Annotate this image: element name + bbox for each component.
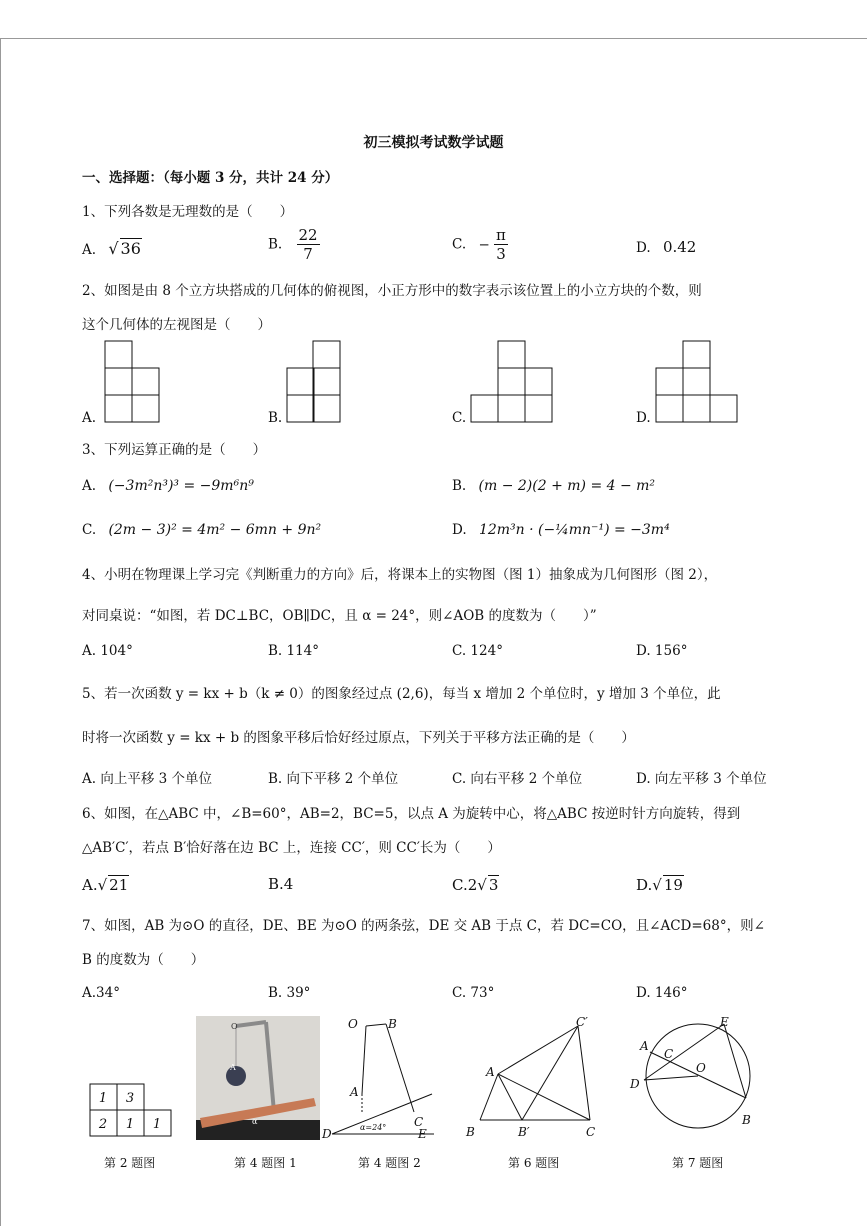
q1-d-label: D. [636,240,651,256]
fig4-label-a: A [350,1085,359,1099]
fig4-label-e: E [418,1127,427,1141]
fig6-label-b-prime: B′ [518,1125,530,1139]
q6-c-radicand: 3 [488,876,499,894]
q3-option-c [82,522,321,538]
q7-option-c: C. 73° [452,985,495,1001]
q6-d-label: D. [636,876,653,894]
q6-a-label: A. [82,876,98,894]
q6-triangle-figure [460,1016,602,1142]
q2-option-a-label: A. [82,410,97,426]
section-heading: 一、选择题：（每小题 3 分，共计 24 分） [82,170,339,186]
caption-fig4-2: 第 4 题图 2 [358,1156,421,1170]
caption-fig2: 第 2 题图 [104,1156,156,1170]
fig4-label-o: O [348,1017,358,1031]
q3-stem: 3、下列运算正确的是（ ） [82,442,267,458]
q1-c-sign: − [478,236,490,253]
q4-option-d: D. 156° [636,643,688,659]
fig6-label-c: C [586,1125,596,1139]
fig7-label-c: C [664,1047,674,1061]
q1-b-numerator: 22 [298,226,318,244]
grid-number: 1 [152,1117,162,1132]
q6-b-value: 4 [283,875,294,893]
q2-option-c-label: C. [452,410,467,426]
fig6-label-a: A [486,1065,495,1079]
q5-stem-line2: 时将一次函数 y = kx + b 的图象平移后恰好经过原点，下列关于平移方法正确的是（ ） [82,730,635,746]
grid-number: 1 [125,1117,135,1132]
q6-option-d: D.√ 19 [636,876,683,894]
q2-option-d-label: D. [636,410,651,426]
q4-option-c: C. 124° [452,643,503,659]
grid-number: 3 [125,1091,135,1106]
q7-circle-figure [626,1012,766,1142]
photo-label-a: A [230,1063,236,1072]
q4-option-b: B. 114° [268,643,320,659]
q1-c-numerator: π [496,226,506,244]
q4-stem-line1: 4、小明在物理课上学习完《判断重力的方向》后，将课本上的实物图（图 1）抽象成为几何图形（图 2）， [82,567,718,583]
q1-a-math: √ 36 [108,239,141,258]
q7-option-b: B. 39° [268,985,311,1001]
q2-option-b-label: B. [268,410,283,426]
q3-option-a [82,478,254,494]
q3-option-b [452,478,655,494]
q6-c-coefficient: 2 [467,876,478,894]
caption-fig6: 第 6 题图 [508,1156,560,1170]
q6-option-a: A.√ 21 [82,876,129,894]
fig4-label-angle: α=24° [360,1123,387,1132]
fig7-label-d: D [630,1077,640,1091]
q4-option-a: A. 104° [82,643,133,659]
q1-c-label: C. [452,236,467,253]
q4-stem-line2: 对同桌说：“如图，若 DC⊥BC，OB∥DC，且 α = 24°，则∠AOB 的度数为（ ）” [82,608,597,624]
q5-option-b: B. 向下平移 2 个单位 [268,771,399,787]
fig4-label-b: B [388,1017,397,1031]
q7-option-d: D. 146° [636,985,688,1001]
q5-option-d: D. 向左平移 3 个单位 [636,771,767,787]
q7-option-a: A.34° [82,985,120,1001]
fig6-label-b: B [466,1125,475,1139]
caption-fig4-1: 第 4 题图 1 [234,1156,297,1170]
q6-a-radicand: 21 [109,876,129,894]
q6-stem-line2: △AB′C′，若点 B′恰好落在边 BC 上，连接 CC′，则 CC′长为（ ） [82,840,501,856]
q6-stem-line1: 6、如图，在△ABC 中，∠B=60°，AB=2，BC=5，以点 A 为旋转中心，将△ABC 按逆时针方向旋转，得到 [82,806,741,822]
q1-b-denominator: 7 [303,245,313,263]
fig7-label-e: E [720,1015,729,1029]
q1-d-value: 0.42 [662,238,697,256]
fig6-label-c-prime: C′ [576,1015,588,1029]
q6-c-label: C. [452,876,468,894]
q4-physical-photo [196,1016,320,1140]
q5-option-a: A. 向上平移 3 个单位 [82,771,213,787]
q1-a-radicand: 36 [120,239,141,258]
q2-top-view-figure [88,1082,178,1142]
fig7-label-a: A [640,1039,649,1053]
q1-a-label: A. [82,242,97,258]
q3-a-expression: (−3m²n³)³ = −9m⁶n⁹ [108,478,254,494]
fig7-label-b: B [742,1113,751,1127]
q2-stem-line2: 这个几何体的左视图是（ ） [82,317,271,333]
q3-d-label: D. [452,522,467,538]
fig4-label-c: C [414,1115,424,1129]
grid-number: 2 [98,1117,108,1132]
q6-option-c: C.2√ 3 [452,876,499,894]
q1-b-label: B. [268,236,283,253]
grid-number: 1 [98,1091,108,1106]
page-title: 初三模拟考试数学试题 [363,135,504,151]
q4-geometry-figure [322,1012,440,1142]
q5-stem-line1: 5、若一次函数 y = kx + b（k ≠ 0）的图象经过点 (2,6)，每当 x 增加 2 个单位时，y 增加 3 个单位，此 [82,686,721,702]
q2-option-figures [0,0,867,430]
q1-stem: 1、下列各数是无理数的是（ ） [82,204,294,220]
fig7-label-o: O [696,1061,706,1075]
q5-option-c: C. 向右平移 2 个单位 [452,771,583,787]
q3-b-label: B. [452,478,467,494]
q7-stem-line2: B 的度数为（ ） [82,952,205,968]
photo-label-o: O [231,1022,238,1031]
q3-c-expression: (2m − 3)² = 4m² − 6mn + 9n² [108,522,322,538]
q3-a-label: A. [82,478,97,494]
q3-c-label: C. [82,522,97,538]
q3-d-expression: 12m³n · (−¼mn⁻¹) = −3m⁴ [478,522,670,538]
caption-fig7: 第 7 题图 [672,1156,724,1170]
q3-b-expression: (m − 2)(2 + m) = 4 − m² [478,478,656,494]
q2-stem-line1: 2、如图是由 8 个立方块搭成的几何体的俯视图，小正方形中的数字表示该位置上的小立方块的个数，则 [82,283,702,299]
fig4-label-d: D [322,1127,332,1141]
q1-c-denominator: 3 [496,245,506,263]
q6-b-label: B. [268,875,284,893]
q6-d-radicand: 19 [663,876,683,894]
q7-stem-line1: 7、如图，AB 为⊙O 的直径，DE、BE 为⊙O 的两条弦，DE 交 AB 于点 C，若 DC=CO，且∠ACD=68°，则∠ [82,918,765,934]
q3-option-d [452,522,670,538]
q6-option-b [268,875,293,893]
photo-label-alpha: α [252,1117,258,1126]
